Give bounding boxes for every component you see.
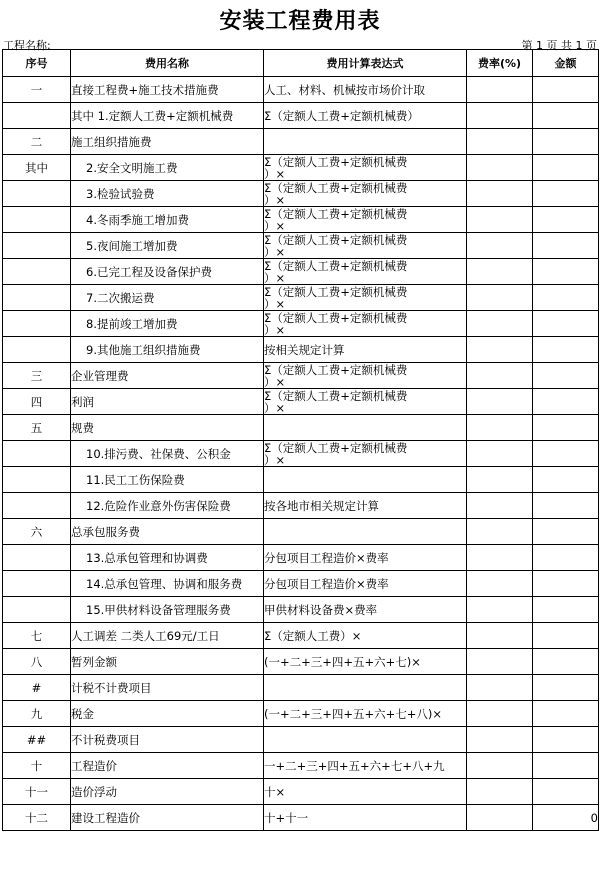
- fee-amount: [533, 129, 599, 155]
- row-number: 三: [3, 363, 71, 389]
- fee-name: 企业管理费: [71, 363, 264, 389]
- fee-amount: [533, 363, 599, 389]
- table-row: [3, 623, 599, 649]
- page-info: 第 1 页 共 1 页: [521, 39, 597, 52]
- fee-rate: [467, 779, 533, 805]
- table-row: [3, 337, 599, 363]
- table-row: [3, 259, 599, 285]
- row-number: [3, 285, 71, 311]
- fee-name: 人工调差 二类人工69元/工日: [71, 623, 264, 649]
- fee-formula: (一+二+三+四+五+六+七)×: [264, 649, 467, 675]
- fee-rate: [467, 467, 533, 493]
- row-number: [3, 181, 71, 207]
- row-number: [3, 597, 71, 623]
- fee-formula: Σ（定额人工费+定额机械费 ）×: [264, 233, 467, 259]
- fee-rate: [467, 649, 533, 675]
- fee-amount: [533, 493, 599, 519]
- row-number: [3, 337, 71, 363]
- fee-name: 7.二次搬运费: [71, 285, 264, 311]
- row-number: 四: [3, 389, 71, 415]
- row-number: 九: [3, 701, 71, 727]
- fee-name: 14.总承包管理、协调和服务费: [71, 571, 264, 597]
- fee-formula: Σ（定额人工费+定额机械费 ）×: [264, 441, 467, 467]
- fee-formula: 分包项目工程造价×费率: [264, 571, 467, 597]
- row-number: 其中: [3, 155, 71, 181]
- fee-amount: [533, 259, 599, 285]
- fee-formula: 十×: [264, 779, 467, 805]
- fee-name: 规费: [71, 415, 264, 441]
- table-row: [3, 727, 599, 753]
- table-row: [3, 545, 599, 571]
- fee-formula: Σ（定额人工费+定额机械费 ）×: [264, 363, 467, 389]
- fee-formula: 按相关规定计算: [264, 337, 467, 363]
- fee-rate: [467, 389, 533, 415]
- fee-name: 3.检验试验费: [71, 181, 264, 207]
- fee-amount: [533, 467, 599, 493]
- fee-rate: [467, 259, 533, 285]
- fee-amount: [533, 103, 599, 129]
- fee-name: 4.冬雨季施工增加费: [71, 207, 264, 233]
- table-row: [3, 233, 599, 259]
- row-number: [3, 233, 71, 259]
- fee-name: 10.排污费、社保费、公积金: [71, 441, 264, 467]
- fee-amount: [533, 675, 599, 701]
- fee-formula: 分包项目工程造价×费率: [264, 545, 467, 571]
- table-row: [3, 649, 599, 675]
- fee-name: 6.已完工程及设备保护费: [71, 259, 264, 285]
- table-row: [3, 675, 599, 701]
- fee-formula: 人工、材料、机械按市场价计取: [264, 77, 467, 103]
- fee-name: 施工组织措施费: [71, 129, 264, 155]
- fee-amount: [533, 545, 599, 571]
- fee-name: 直接工程费+施工技术措施费: [71, 77, 264, 103]
- table-row: [3, 129, 599, 155]
- row-number: #: [3, 675, 71, 701]
- fee-rate: [467, 233, 533, 259]
- table-row: [3, 311, 599, 337]
- fee-amount: [533, 519, 599, 545]
- fee-rate: [467, 103, 533, 129]
- table-row: [3, 285, 599, 311]
- fee-name: 9.其他施工组织措施费: [71, 337, 264, 363]
- row-number: [3, 571, 71, 597]
- fee-rate: [467, 311, 533, 337]
- table-row: [3, 389, 599, 415]
- header-amount: 金额: [533, 50, 599, 77]
- header-formula: 费用计算表达式: [264, 50, 467, 77]
- fee-amount: [533, 779, 599, 805]
- fee-rate: [467, 285, 533, 311]
- fee-name: 暂列金额: [71, 649, 264, 675]
- fee-rate: [467, 337, 533, 363]
- fee-rate: [467, 415, 533, 441]
- fee-name: 5.夜间施工增加费: [71, 233, 264, 259]
- table-row: [3, 571, 599, 597]
- fee-amount: [533, 415, 599, 441]
- fee-formula: [264, 129, 467, 155]
- fee-amount: [533, 155, 599, 181]
- fee-formula: Σ（定额人工费）×: [264, 623, 467, 649]
- fee-formula: (一+二+三+四+五+六+七+八)×: [264, 701, 467, 727]
- fee-rate: [467, 207, 533, 233]
- fee-amount: [533, 233, 599, 259]
- fee-name: 2.安全文明施工费: [71, 155, 264, 181]
- fee-rate: [467, 727, 533, 753]
- table-row: [3, 77, 599, 103]
- fee-rate: [467, 545, 533, 571]
- row-number: 六: [3, 519, 71, 545]
- fee-formula: [264, 675, 467, 701]
- header-name: 费用名称: [71, 50, 264, 77]
- fee-rate: [467, 753, 533, 779]
- project-name-label: 工程名称:: [3, 39, 51, 52]
- fee-name: 利润: [71, 389, 264, 415]
- header-no: 序号: [3, 50, 71, 77]
- row-number: [3, 493, 71, 519]
- fee-amount: [533, 441, 599, 467]
- fee-formula: 按各地市相关规定计算: [264, 493, 467, 519]
- fee-formula: [264, 467, 467, 493]
- fee-name: 11.民工工伤保险费: [71, 467, 264, 493]
- fee-formula: 一+二+三+四+五+六+七+八+九: [264, 753, 467, 779]
- fee-formula: [264, 519, 467, 545]
- table-row: [3, 805, 599, 831]
- fee-formula: Σ（定额人工费+定额机械费 ）×: [264, 207, 467, 233]
- fee-formula: [264, 727, 467, 753]
- fee-table: [2, 49, 599, 831]
- fee-formula: Σ（定额人工费+定额机械费 ）×: [264, 155, 467, 181]
- fee-table-body: [3, 77, 599, 831]
- row-number: 十: [3, 753, 71, 779]
- fee-amount: [533, 207, 599, 233]
- row-number: 一: [3, 77, 71, 103]
- fee-amount: [533, 77, 599, 103]
- table-row: [3, 441, 599, 467]
- fee-rate: [467, 675, 533, 701]
- fee-amount: [533, 337, 599, 363]
- row-number: [3, 259, 71, 285]
- table-row: [3, 467, 599, 493]
- row-number: [3, 545, 71, 571]
- fee-rate: [467, 129, 533, 155]
- fee-amount: [533, 753, 599, 779]
- fee-name: 12.危险作业意外伤害保险费: [71, 493, 264, 519]
- fee-rate: [467, 441, 533, 467]
- fee-formula: Σ（定额人工费+定额机械费 ）×: [264, 181, 467, 207]
- table-row: [3, 207, 599, 233]
- row-number: [3, 441, 71, 467]
- table-row: [3, 363, 599, 389]
- fee-amount: [533, 389, 599, 415]
- fee-rate: [467, 519, 533, 545]
- fee-amount: [533, 649, 599, 675]
- fee-name: 8.提前竣工增加费: [71, 311, 264, 337]
- fee-formula: 十+十一: [264, 805, 467, 831]
- row-number: [3, 207, 71, 233]
- fee-amount: [533, 597, 599, 623]
- fee-amount: [533, 285, 599, 311]
- fee-rate: [467, 181, 533, 207]
- fee-amount: [533, 311, 599, 337]
- header-rate: 费率(%): [467, 50, 533, 77]
- table-row: [3, 155, 599, 181]
- fee-formula: Σ（定额人工费+定额机械费 ）×: [264, 311, 467, 337]
- fee-rate: [467, 597, 533, 623]
- fee-name: 13.总承包管理和协调费: [71, 545, 264, 571]
- fee-name: 计税不计费项目: [71, 675, 264, 701]
- fee-formula: Σ（定额人工费+定额机械费 ）×: [264, 285, 467, 311]
- fee-name: 总承包服务费: [71, 519, 264, 545]
- row-number: 二: [3, 129, 71, 155]
- row-number: ##: [3, 727, 71, 753]
- fee-rate: [467, 493, 533, 519]
- fee-name: 税金: [71, 701, 264, 727]
- fee-rate: [467, 701, 533, 727]
- fee-rate: [467, 155, 533, 181]
- row-number: 八: [3, 649, 71, 675]
- fee-name: 建设工程造价: [71, 805, 264, 831]
- fee-name: 不计税费项目: [71, 727, 264, 753]
- row-number: [3, 467, 71, 493]
- fee-name: 其中 1.定额人工费+定额机械费: [71, 103, 264, 129]
- table-row: [3, 103, 599, 129]
- table-row: [3, 519, 599, 545]
- fee-rate: [467, 571, 533, 597]
- table-row: [3, 701, 599, 727]
- row-number: 十一: [3, 779, 71, 805]
- fee-amount: [533, 701, 599, 727]
- table-row: [3, 493, 599, 519]
- fee-rate: [467, 77, 533, 103]
- row-number: 五: [3, 415, 71, 441]
- fee-amount: 0: [533, 805, 599, 831]
- row-number: 七: [3, 623, 71, 649]
- fee-amount: [533, 571, 599, 597]
- row-number: [3, 103, 71, 129]
- row-number: 十二: [3, 805, 71, 831]
- fee-name: 15.甲供材料设备管理服务费: [71, 597, 264, 623]
- row-number: [3, 311, 71, 337]
- fee-rate: [467, 363, 533, 389]
- fee-rate: [467, 623, 533, 649]
- document-title: 安装工程费用表: [219, 9, 381, 34]
- table-row: [3, 597, 599, 623]
- fee-formula: Σ（定额人工费+定额机械费 ）×: [264, 389, 467, 415]
- fee-rate: [467, 805, 533, 831]
- fee-name: 造价浮动: [71, 779, 264, 805]
- fee-formula: [264, 415, 467, 441]
- fee-amount: [533, 727, 599, 753]
- table-row: [3, 181, 599, 207]
- table-row: [3, 753, 599, 779]
- fee-formula: Σ（定额人工费+定额机械费 ）×: [264, 259, 467, 285]
- fee-formula: Σ（定额人工费+定额机械费）: [264, 103, 467, 129]
- fee-amount: [533, 623, 599, 649]
- header-row: [3, 50, 599, 77]
- fee-formula: 甲供材料设备费×费率: [264, 597, 467, 623]
- table-row: [3, 415, 599, 441]
- fee-name: 工程造价: [71, 753, 264, 779]
- fee-amount: [533, 181, 599, 207]
- table-row: [3, 779, 599, 805]
